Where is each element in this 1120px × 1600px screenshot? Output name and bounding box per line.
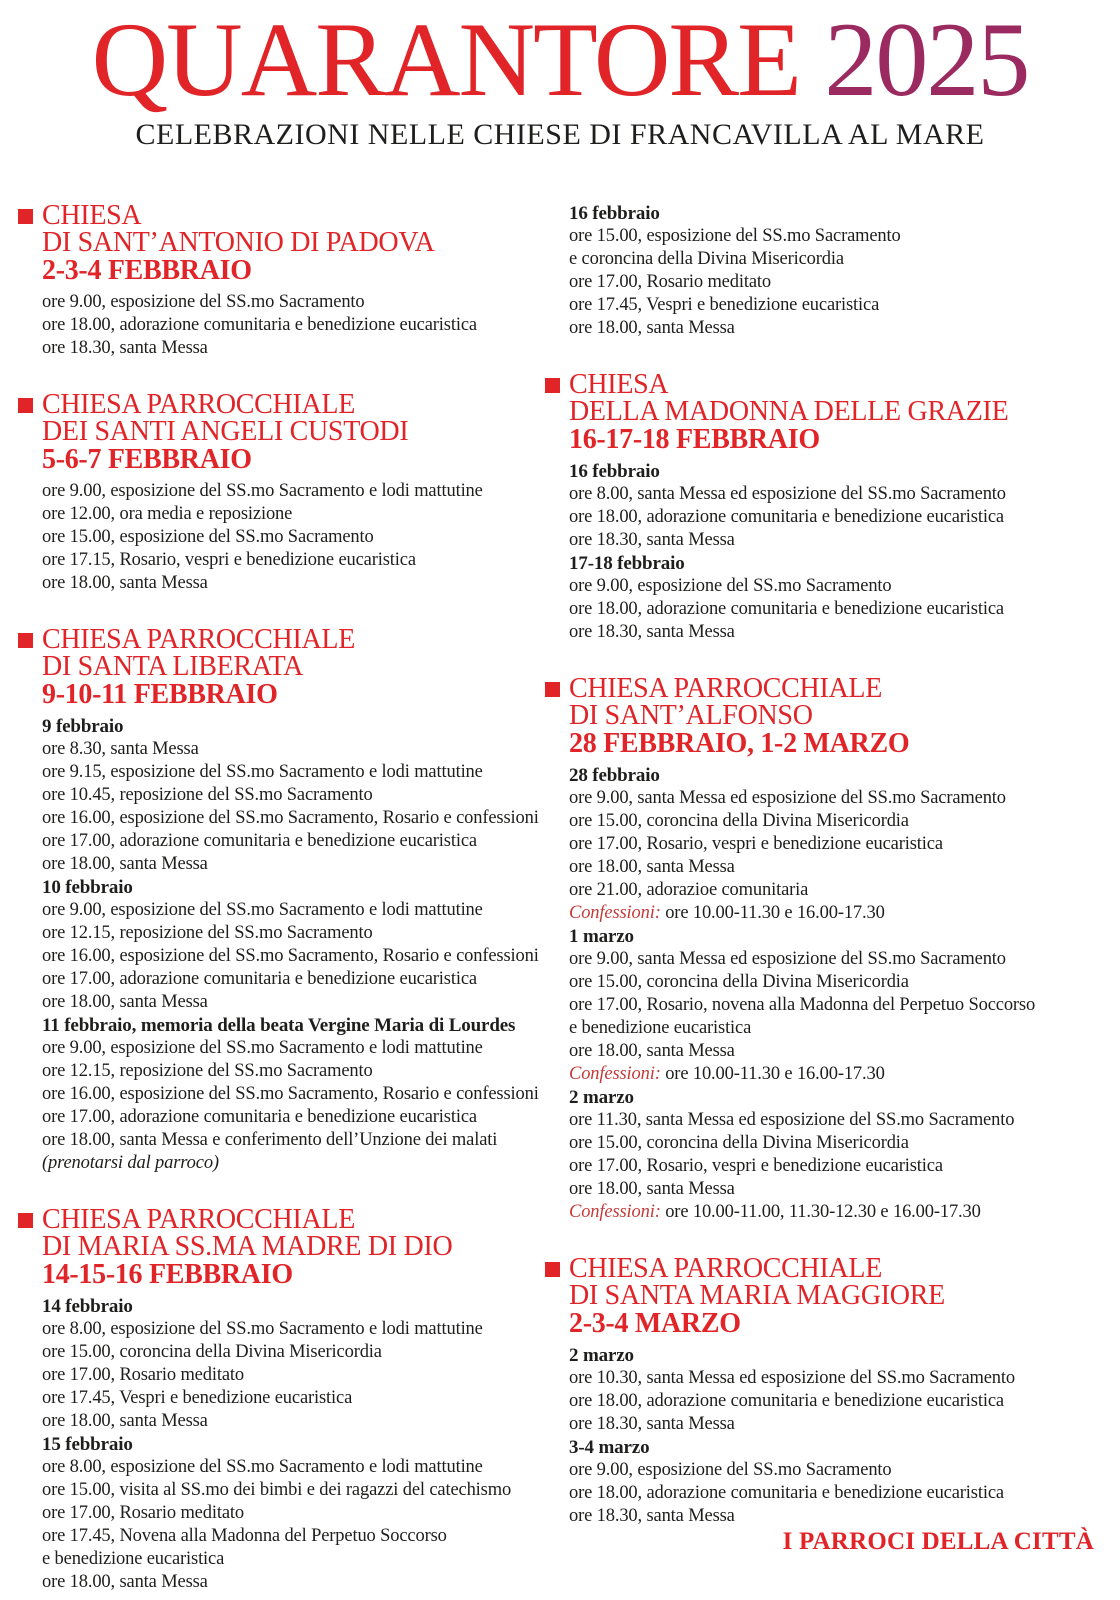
day-subheading: 28 febbraio bbox=[569, 765, 660, 786]
schedule-item: ore 16.00, esposizione del SS.mo Sacramento, Rosario e confessioni bbox=[42, 946, 539, 966]
celebration-dates: 28 FEBBRAIO, 1-2 MARZO bbox=[569, 728, 910, 759]
schedule-item: ore 17.15, Rosario, vespri e benedizione eucaristica bbox=[42, 550, 416, 570]
schedule-item: ore 18.00, santa Messa bbox=[42, 854, 208, 874]
schedule-item: ore 9.00, santa Messa ed esposizione del SS.mo Sacramento bbox=[569, 949, 1006, 969]
schedule-item: ore 18.00, santa Messa bbox=[569, 857, 735, 877]
schedule-item: ore 16.00, esposizione del SS.mo Sacramento, Rosario e confessioni bbox=[42, 808, 539, 828]
schedule-item: ore 18.00, santa Messa bbox=[42, 1411, 208, 1431]
celebration-dates: 5-6-7 FEBBRAIO bbox=[42, 444, 252, 475]
confessions-times: ore 10.00-11.30 e 16.00-17.30 bbox=[660, 1064, 885, 1084]
celebration-dates: 16-17-18 FEBBRAIO bbox=[569, 424, 820, 455]
schedule-item: ore 10.45, reposizione del SS.mo Sacramento bbox=[42, 785, 373, 805]
day-subheading: 16 febbraio bbox=[569, 203, 660, 224]
schedule-item: ore 17.00, adorazione comunitaria e benedizione eucaristica bbox=[42, 1107, 477, 1127]
poster-subtitle: CELEBRAZIONI NELLE CHIESE DI FRANCAVILLA AL MARE bbox=[135, 118, 985, 152]
schedule-item: ore 8.00, santa Messa ed esposizione del SS.mo Sacramento bbox=[569, 484, 1006, 504]
schedule-item: ore 17.00, adorazione comunitaria e benedizione eucaristica bbox=[42, 969, 477, 989]
schedule-item: ore 9.00, esposizione del SS.mo Sacramento bbox=[569, 576, 892, 596]
schedule-item: ore 15.00, coroncina della Divina Misericordia bbox=[569, 1133, 909, 1153]
schedule-item: ore 8.00, esposizione del SS.mo Sacramento e lodi mattutine bbox=[42, 1319, 483, 1339]
chiesa-parrocchiale-di-santa-maria-maggiore bbox=[569, 1255, 1102, 1528]
church-name-line: DI MARIA SS.MA MADRE DI DIO bbox=[42, 1231, 453, 1262]
confessions-label: Confessioni: bbox=[569, 1202, 661, 1222]
schedule-item: ore 9.00, esposizione del SS.mo Sacramento e lodi mattutine bbox=[42, 1038, 483, 1058]
schedule-item: e benedizione eucaristica bbox=[42, 1549, 225, 1569]
day-subheading: 3-4 marzo bbox=[569, 1437, 650, 1458]
chiesa-parrocchiale-di-santa-liberata bbox=[42, 626, 547, 1175]
red-square-bullet bbox=[545, 378, 560, 393]
schedule-item: ore 18.00, santa Messa bbox=[42, 1572, 208, 1592]
schedule-item: ore 21.00, adorazioe comunitaria bbox=[569, 880, 809, 900]
schedule-item: ore 17.00, Rosario, vespri e benedizione eucaristica bbox=[569, 1156, 943, 1176]
schedule-item: ore 18.30, santa Messa bbox=[569, 530, 735, 550]
schedule-item: ore 18.00, santa Messa bbox=[42, 992, 208, 1012]
church-name bbox=[42, 202, 547, 286]
schedule-item: ore 18.00, adorazione comunitaria e benedizione eucaristica bbox=[42, 315, 477, 335]
church-name bbox=[42, 391, 547, 475]
chiesa-parrocchiale-di-maria-ss-ma-madre-di-dio bbox=[42, 1206, 547, 1594]
schedule-item: ore 8.00, esposizione del SS.mo Sacramento e lodi mattutine bbox=[42, 1457, 483, 1477]
schedule-item: ore 9.00, esposizione del SS.mo Sacramento e lodi mattutine bbox=[42, 481, 483, 501]
title-year: 2025 bbox=[824, 1, 1029, 118]
poster-title bbox=[0, 1, 1120, 118]
day-subheading: 9 febbraio bbox=[42, 716, 124, 737]
schedule-item: ore 10.30, santa Messa ed esposizione del SS.mo Sacramento bbox=[569, 1368, 1015, 1388]
church-name-line: DI SANT’ANTONIO DI PADOVA bbox=[42, 227, 435, 258]
church-name bbox=[42, 626, 547, 710]
celebration-dates: 14-15-16 FEBBRAIO bbox=[42, 1259, 293, 1290]
day-subheading: 1 marzo bbox=[569, 926, 634, 947]
celebration-dates: 2-3-4 FEBBRAIO bbox=[42, 255, 252, 286]
schedule-item: ore 12.15, reposizione del SS.mo Sacramento bbox=[42, 1061, 373, 1081]
schedule-item: ore 9.00, esposizione del SS.mo Sacramento bbox=[42, 292, 365, 312]
schedule-item: ore 18.00, adorazione comunitaria e benedizione eucaristica bbox=[569, 507, 1004, 527]
church-name-line: CHIESA PARROCCHIALE bbox=[569, 1253, 882, 1284]
schedule-item: ore 17.00, adorazione comunitaria e benedizione eucaristica bbox=[42, 831, 477, 851]
church-name-line: DEI SANTI ANGELI CUSTODI bbox=[42, 416, 409, 447]
schedule-item: ore 17.00, Rosario meditato bbox=[42, 1365, 244, 1385]
confessions-times: ore 10.00-11.30 e 16.00-17.30 bbox=[660, 903, 885, 923]
schedule-item: ore 16.00, esposizione del SS.mo Sacramento, Rosario e confessioni bbox=[42, 1084, 539, 1104]
church-name bbox=[569, 371, 1102, 455]
red-square-bullet bbox=[545, 1262, 560, 1277]
confessions-times: ore 10.00-11.00, 11.30-12.30 e 16.00-17.30 bbox=[660, 1202, 981, 1222]
schedule-item: ore 18.00, adorazione comunitaria e benedizione eucaristica bbox=[569, 599, 1004, 619]
schedule-item: ore 18.00, adorazione comunitaria e benedizione eucaristica bbox=[569, 1483, 1004, 1503]
day-subheading: 17-18 febbraio bbox=[569, 553, 685, 574]
confessions-label: Confessioni: bbox=[569, 1064, 661, 1084]
day-subheading: 15 febbraio bbox=[42, 1434, 133, 1455]
celebration-dates: 2-3-4 MARZO bbox=[569, 1308, 741, 1339]
schedule-item: ore 15.00, esposizione del SS.mo Sacramento bbox=[42, 527, 374, 547]
day-subheading: 11 febbraio, memoria della beata Vergine Maria di Lourdes bbox=[42, 1015, 516, 1036]
schedule-item: ore 15.00, coroncina della Divina Misericordia bbox=[569, 972, 909, 992]
confessions-line bbox=[569, 1201, 1102, 1224]
church-name bbox=[42, 1206, 547, 1290]
schedule-item: ore 18.30, santa Messa bbox=[569, 1414, 735, 1434]
chiesa-di-sant-antonio-di-padova bbox=[42, 202, 547, 360]
schedule-item: ore 12.15, reposizione del SS.mo Sacramento bbox=[42, 923, 373, 943]
schedule-item: ore 18.00, adorazione comunitaria e benedizione eucaristica bbox=[569, 1391, 1004, 1411]
madre-di-dio-continuazione-16-febbraio bbox=[569, 202, 1102, 340]
schedule-item: e benedizione eucaristica bbox=[569, 1018, 752, 1038]
schedule-item: ore 18.00, santa Messa bbox=[42, 573, 208, 593]
schedule-item: ore 17.00, Rosario, vespri e benedizione eucaristica bbox=[569, 834, 943, 854]
schedule-item: ore 18.00, santa Messa bbox=[569, 1179, 735, 1199]
signature: I PARROCI DELLA CITTÀ bbox=[782, 1528, 1094, 1555]
day-subheading: 14 febbraio bbox=[42, 1296, 133, 1317]
schedule-item: ore 18.30, santa Messa bbox=[569, 1506, 735, 1526]
church-name bbox=[569, 675, 1102, 759]
red-square-bullet bbox=[18, 633, 33, 648]
schedule-item: ore 12.00, ora media e reposizione bbox=[42, 504, 293, 524]
left-column bbox=[42, 202, 547, 1594]
church-name bbox=[569, 1255, 1102, 1339]
celebration-dates: 9-10-11 FEBBRAIO bbox=[42, 679, 278, 710]
church-name-line: DI SANTA LIBERATA bbox=[42, 651, 304, 682]
schedule-item: ore 18.00, santa Messa bbox=[569, 1041, 735, 1061]
chiesa-della-madonna-delle-grazie bbox=[569, 371, 1102, 644]
note-line: (prenotarsi dal parroco) bbox=[42, 1153, 219, 1173]
church-name-line: DI SANTA MARIA MAGGIORE bbox=[569, 1280, 945, 1311]
day-subheading: 10 febbraio bbox=[42, 877, 133, 898]
church-name-line: CHIESA PARROCCHIALE bbox=[42, 1204, 355, 1235]
poster-header bbox=[0, 0, 1120, 151]
confessions-label: Confessioni: bbox=[569, 903, 661, 923]
schedule-item: ore 17.00, Rosario, novena alla Madonna del Perpetuo Soccorso bbox=[569, 995, 1036, 1015]
day-subheading: 2 marzo bbox=[569, 1345, 634, 1366]
schedule-item: ore 18.00, santa Messa bbox=[569, 318, 735, 338]
schedule-item: ore 8.30, santa Messa bbox=[42, 739, 199, 759]
schedule-item: ore 17.00, Rosario meditato bbox=[569, 272, 771, 292]
schedule-item: ore 15.00, visita al SS.mo dei bimbi e dei ragazzi del catechismo bbox=[42, 1480, 512, 1500]
right-column bbox=[569, 202, 1102, 1594]
schedule-item: ore 11.30, santa Messa ed esposizione del SS.mo Sacramento bbox=[569, 1110, 1015, 1130]
church-name-line: DI SANT’ALFONSO bbox=[569, 700, 813, 731]
day-subheading: 2 marzo bbox=[569, 1087, 634, 1108]
chiesa-parrocchiale-di-sant-alfonso bbox=[569, 675, 1102, 1224]
church-name-line: CHIESA PARROCCHIALE bbox=[569, 673, 882, 704]
red-square-bullet bbox=[545, 682, 560, 697]
church-name-line: CHIESA PARROCCHIALE bbox=[42, 624, 355, 655]
schedule-item: ore 15.00, esposizione del SS.mo Sacramento bbox=[569, 226, 901, 246]
red-square-bullet bbox=[18, 398, 33, 413]
church-name-line: CHIESA PARROCCHIALE bbox=[42, 389, 355, 420]
schedule-item: ore 17.45, Novena alla Madonna del Perpetuo Soccorso bbox=[42, 1526, 447, 1546]
schedule-item: ore 18.30, santa Messa bbox=[569, 622, 735, 642]
schedule-item: ore 9.15, esposizione del SS.mo Sacramento e lodi mattutine bbox=[42, 762, 483, 782]
chiesa-parrocchiale-dei-santi-angeli-custodi bbox=[42, 391, 547, 595]
schedule-item: e coroncina della Divina Misericordia bbox=[569, 249, 844, 269]
confessions-line bbox=[569, 1063, 1102, 1086]
schedule-item: ore 17.45, Vespri e benedizione eucaristica bbox=[569, 295, 880, 315]
red-square-bullet bbox=[18, 1213, 33, 1228]
title-quarantore: QUARANTORE bbox=[91, 1, 800, 118]
day-subheading: 16 febbraio bbox=[569, 461, 660, 482]
content-columns bbox=[42, 202, 1102, 1594]
church-name-line: CHIESA bbox=[569, 369, 669, 400]
confessions-line bbox=[569, 902, 1102, 925]
schedule-item: ore 18.00, santa Messa e conferimento dell’Unzione dei malati bbox=[42, 1130, 498, 1150]
church-name-line: DELLA MADONNA DELLE GRAZIE bbox=[569, 396, 1009, 427]
schedule-item: ore 17.45, Vespri e benedizione eucaristica bbox=[42, 1388, 353, 1408]
church-name-line: CHIESA bbox=[42, 200, 142, 231]
schedule-item: ore 15.00, coroncina della Divina Misericordia bbox=[42, 1342, 382, 1362]
schedule-item: ore 17.00, Rosario meditato bbox=[42, 1503, 244, 1523]
red-square-bullet bbox=[18, 209, 33, 224]
schedule-item: ore 9.00, esposizione del SS.mo Sacramento e lodi mattutine bbox=[42, 900, 483, 920]
schedule-item: ore 9.00, santa Messa ed esposizione del SS.mo Sacramento bbox=[569, 788, 1006, 808]
schedule-item: ore 18.30, santa Messa bbox=[42, 338, 208, 358]
schedule-item: ore 9.00, esposizione del SS.mo Sacramento bbox=[569, 1460, 892, 1480]
schedule-item: ore 15.00, coroncina della Divina Misericordia bbox=[569, 811, 909, 831]
